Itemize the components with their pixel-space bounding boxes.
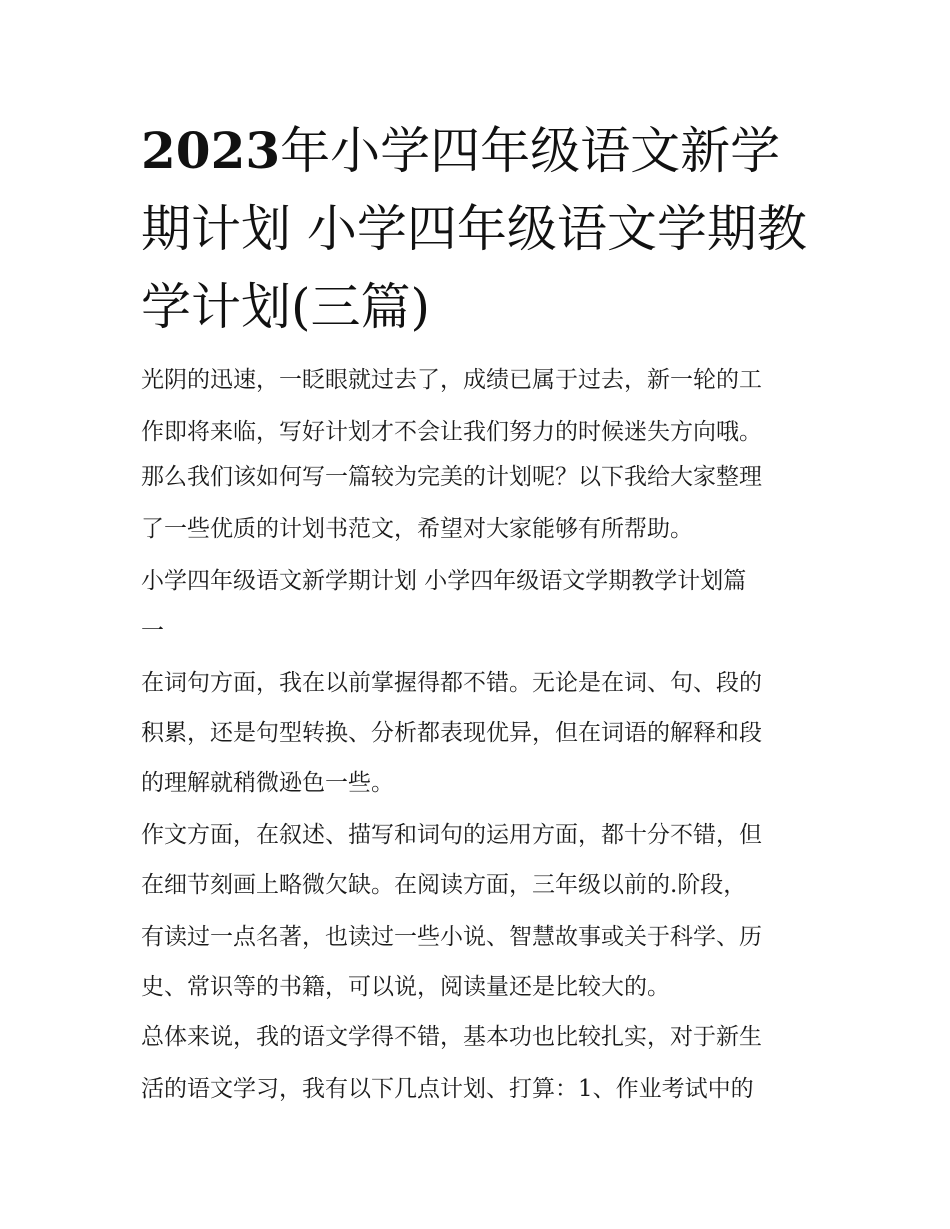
body-line: 了一些优质的计划书范文，希望对大家能够有所帮助。	[141, 516, 693, 542]
body-line: 有读过一点名著，也读过一些小说、智慧故事或关于科学、历	[141, 924, 762, 950]
body-line: 在词句方面，我在以前掌握得都不错。无论是在词、句、段的	[141, 670, 762, 696]
body-line: 活的语文学习，我有以下几点计划、打算：1、作业考试中的	[141, 1076, 754, 1102]
body-line: 那么我们该如何写一篇较为完美的计划呢？以下我给大家整理	[141, 464, 762, 490]
body-line: 作文方面，在叙述、描写和词句的运用方面，都十分不错，但	[141, 822, 762, 848]
section-heading-line: 小学四年级语文新学期计划 小学四年级语文学期教学计划篇	[141, 568, 747, 594]
document-title	[141, 112, 811, 346]
body-line: 总体来说，我的语文学得不错，基本功也比较扎实，对于新生	[141, 1024, 762, 1050]
body-line: 作即将来临，写好计划才不会让我们努力的时候迷失方向哦。	[141, 419, 762, 445]
body-line: 积累，还是句型转换、分析都表现优异，但在词语的解释和段	[141, 720, 762, 746]
title-text: 年小学四年级语文新学期计划 小学四年级语文学期教学计划(三篇)	[141, 122, 807, 336]
section-heading-line: 一	[141, 618, 164, 644]
body-line: 史、常识等的书籍，可以说，阅读量还是比较大的。	[141, 974, 670, 1000]
body-line: 在细节刻画上略微欠缺。在阅读方面，三年级以前的.阶段，	[141, 872, 747, 898]
body-line: 的理解就稍微逊色一些。	[141, 770, 394, 796]
body-line: 光阴的迅速，一眨眼就过去了，成绩已属于过去，新一轮的工	[141, 367, 762, 393]
title-year: 2023	[141, 121, 281, 180]
